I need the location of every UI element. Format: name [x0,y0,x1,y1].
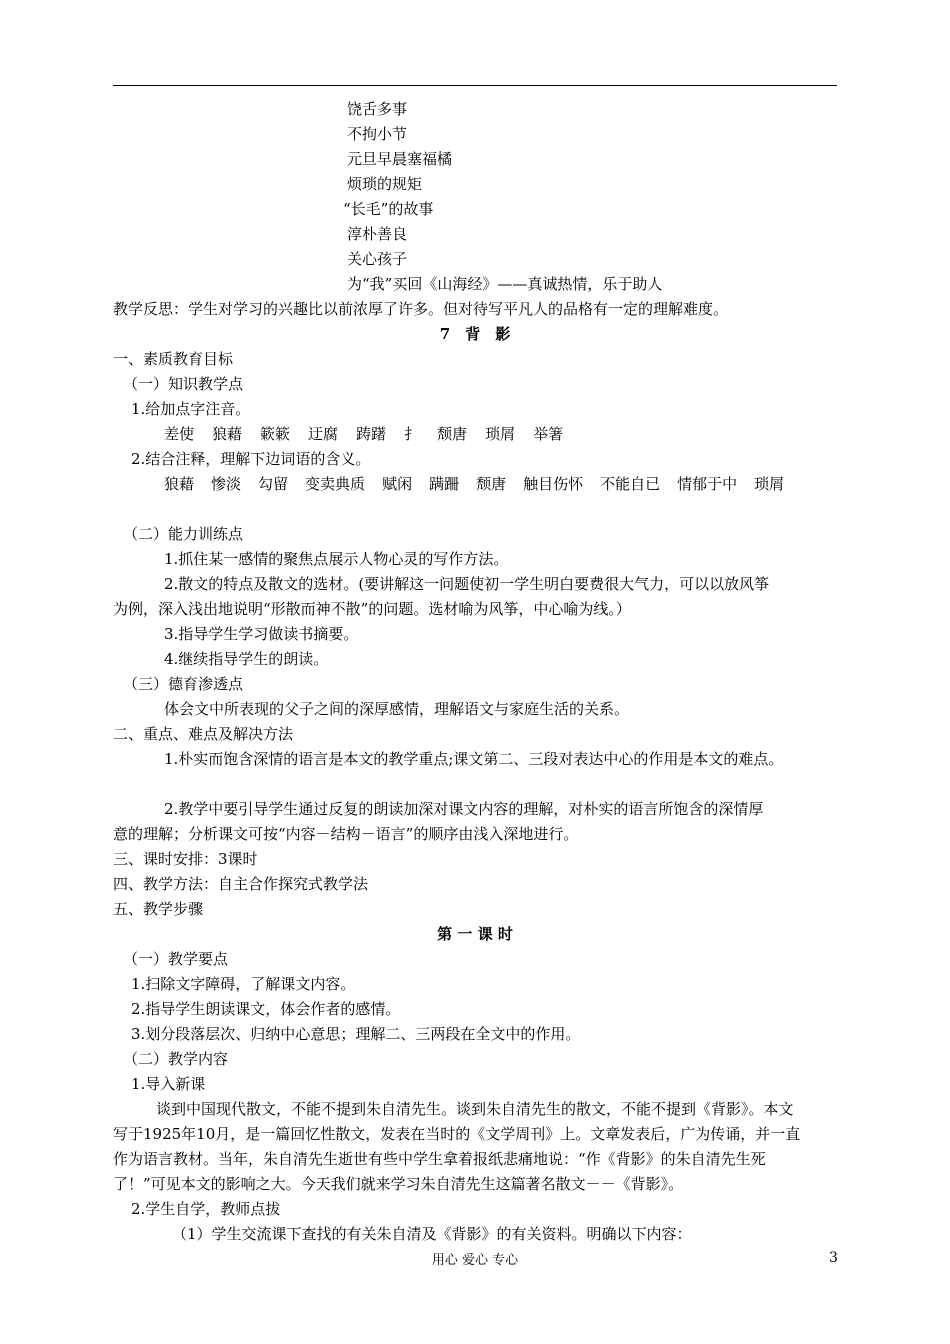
ability-item-cont: 为例，深入浅出地说明“形散而神不散”的问题。选材喻为风筝，中心喻为线。） [113,600,631,618]
word: 簌簌 [260,425,291,443]
ability-item: 1.抓住某一感情的聚焦点展示人物心灵的写作方法。 [164,550,509,568]
word: 触目伤怀 [523,475,584,493]
section-heading: 五、教学步骤 [113,900,204,918]
outline-item: 不拘小节 [347,125,408,143]
section-heading: 三、课时安排：3课时 [113,850,258,868]
word: 勾留 [258,475,289,493]
word: 狼藉 [212,425,243,443]
outline-item: 淳朴善良 [347,225,408,243]
word: 颓唐 [437,425,468,443]
content-subitem: （1）学生交流课下查找的有关朱自清及《背影》的有关资料。明确以下内容： [172,1225,692,1243]
teaching-reflection: 教学反思：学生对学习的兴趣比以前浓厚了许多。但对待写平凡人的品格有一定的理解难度。 [113,300,729,318]
word: 蹒跚 [429,475,460,493]
section-heading: 二、重点、难点及解决方法 [113,725,294,743]
word: 赋闲 [382,475,413,493]
subsection-heading: （二）能力训练点 [123,525,244,543]
lesson-title: 7 背 影 [439,325,511,343]
vocab-word-list [164,474,801,494]
word: 颓唐 [476,475,507,493]
word: 举箸 [533,425,564,443]
subsection-heading: （三）德育渗透点 [123,675,244,693]
outline-item: 烦琐的规矩 [347,175,423,193]
header-rule [113,85,837,86]
outline-item: 饶舌多事 [347,100,408,118]
content-item: 2.学生自学，教师点拔 [131,1200,281,1218]
ability-item: 4.继续指导学生的朗读。 [164,650,329,668]
section-heading: 四、教学方法：自主合作探究式教学法 [113,875,369,893]
outline-item: “长毛”的故事 [343,200,434,218]
ability-item: 3.指导学生学习做读书摘要。 [164,625,359,643]
knowledge-item: 1.给加点字注音。 [131,400,251,418]
key-point-item: 1.扫除文字障碍，了解课文内容。 [131,975,356,993]
knowledge-item: 2.结合注释，理解下边词语的含义。 [131,450,371,468]
word: 差使 [164,425,195,443]
section-heading: 一、素质教育目标 [113,350,234,368]
outline-item: 为“我”买回《山海经》——真诚热情，乐于助人 [347,275,663,293]
word: 惨淡 [211,475,242,493]
pinyin-word-list [164,424,581,444]
intro-paragraph: 谈到中国现代散文，不能不提到朱自清先生。谈到朱自清先生的散文，不能不提到《背影》。本文 [156,1100,794,1118]
difficulty-item-cont: 意的理解；分析课文可按“内容－结构－语言”的顺序由浅入深地进行。 [113,825,579,843]
key-point-item: 2.指导学生朗读课文，体会作者的感情。 [131,1000,401,1018]
key-point-item: 3.划分段落层次、归纳中心意思；理解二、三两段在全文中的作用。 [131,1025,581,1043]
content-item: 1.导入新课 [131,1075,206,1093]
difficulty-item: 2.教学中要引导学生通过反复的朗读加深对课文内容的理解，对朴实的语言所饱含的深情厚 [164,800,764,818]
word: 琐屑 [754,475,785,493]
outline-item: 元旦早晨塞福橘 [347,150,453,168]
intro-paragraph: 了！”可见本文的影响之大。今天我们就来学习朱自清先生这篇著名散文－－《背影》。 [113,1175,684,1193]
word: 琐屑 [485,425,516,443]
intro-paragraph: 写于1925年10月，是一篇回忆性散文，发表在当时的《文学周刊》上。文章发表后，广为传诵，并一直 [113,1125,801,1143]
word: 情郁于中 [677,475,738,493]
ability-item: 2.散文的特点及散文的选材。(要讲解这一问题使初一学生明白要费很大气力，可以以放风筝 [164,575,770,593]
word: 变卖典质 [305,475,366,493]
word: 狼藉 [164,475,195,493]
word: 迂腐 [308,425,339,443]
word: 不能自已 [600,475,661,493]
moral-text: 体会文中所表现的父子之间的深厚感情，理解语文与家庭生活的关系。 [164,700,630,718]
outline-item: 关心孩子 [347,250,408,268]
page-number: 3 [829,1250,838,1266]
word: 踌躇 [356,425,387,443]
subsection-heading: （一）知识教学点 [123,375,244,393]
word: 扌 [404,425,420,443]
intro-paragraph: 作为语言教材。当年，朱自清先生逝世有些中学生拿着报纸悲痛地说：“作《背影》的朱自清先生死 [113,1150,766,1168]
subsection-heading: （一）教学要点 [123,950,229,968]
page-footer: 用心 爱心 专心 [431,1253,519,1268]
period-title: 第 一 课 时 [437,925,513,943]
difficulty-item: 1.朴实而饱含深情的语言是本文的教学重点;课文第二、三段对表达中心的作用是本文的难点。 [164,750,784,768]
subsection-heading: （二）教学内容 [123,1050,229,1068]
